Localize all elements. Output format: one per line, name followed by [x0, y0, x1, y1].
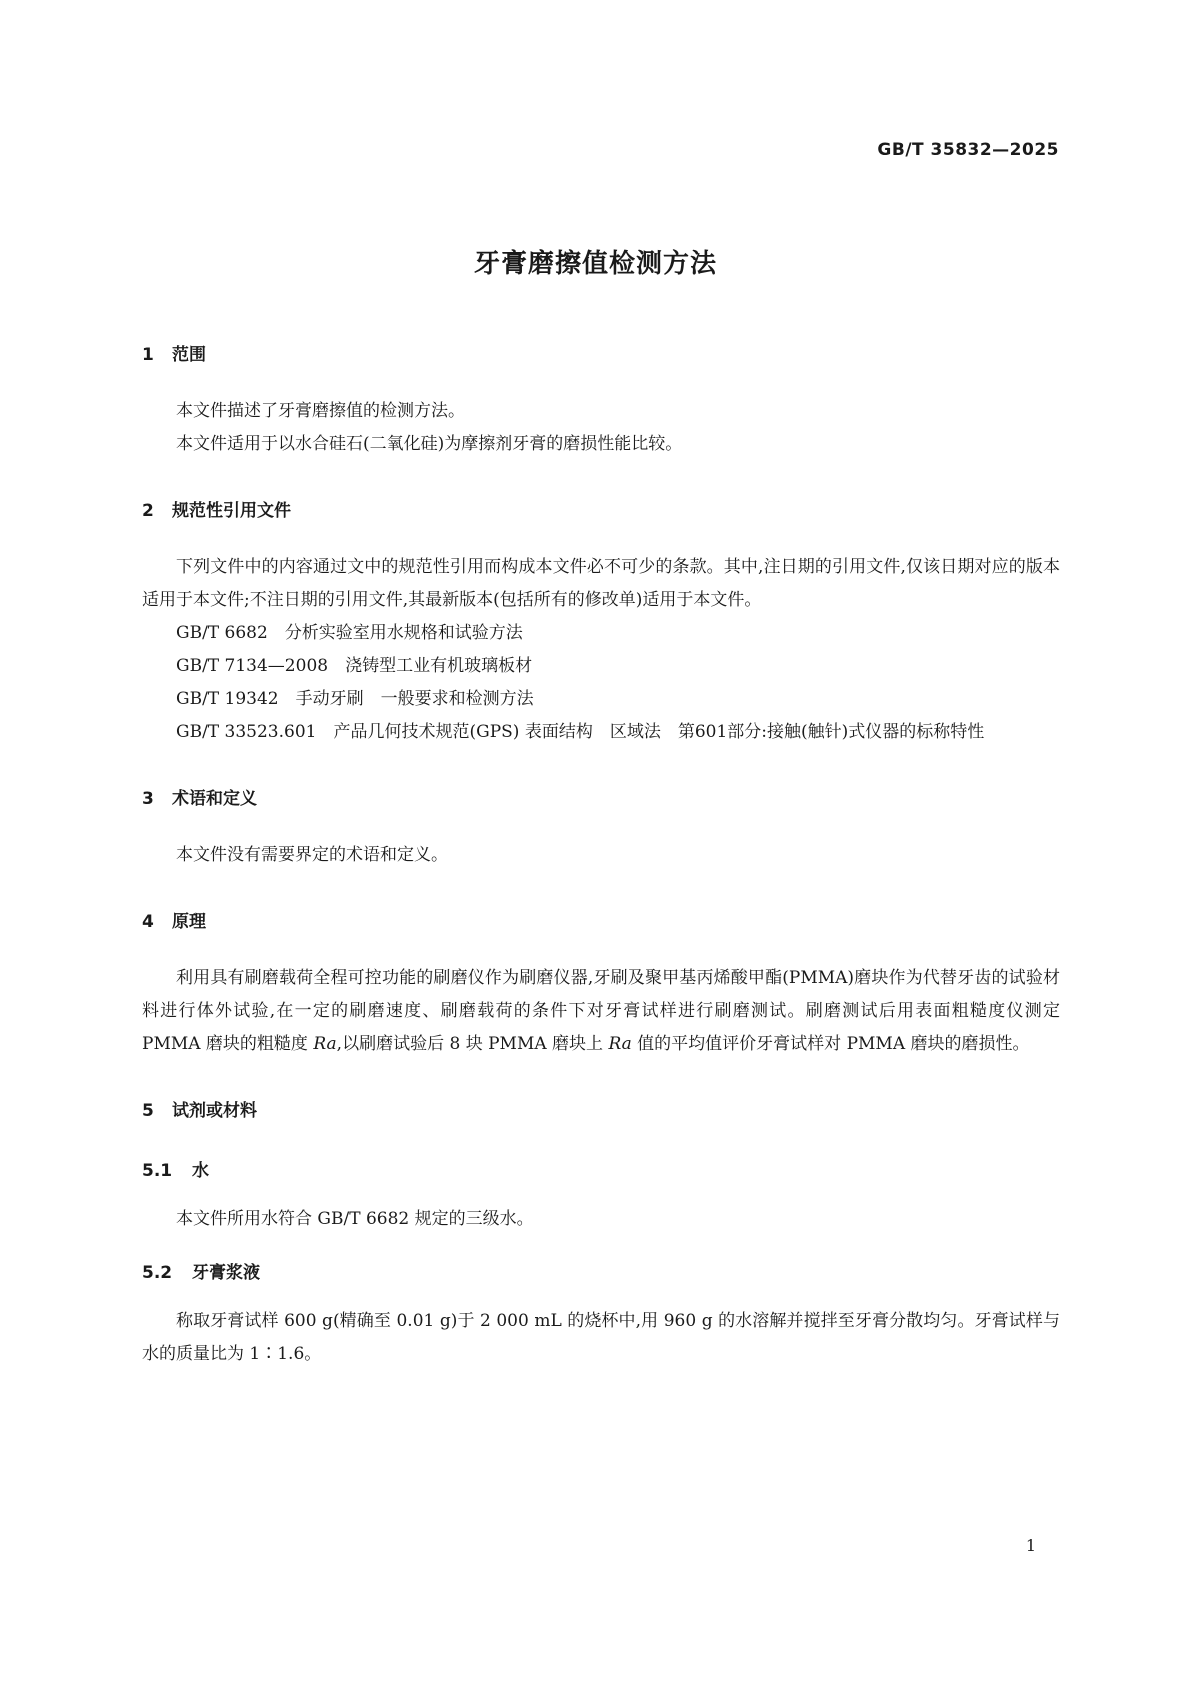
reference-item	[142, 617, 1060, 650]
section-4-heading	[142, 907, 1060, 932]
section-number: 2	[142, 501, 154, 521]
section-title: 范围	[172, 345, 206, 365]
reference-item	[142, 716, 1060, 749]
reference-code: GB/T 6682	[176, 623, 268, 643]
paragraph: 称取牙膏试样 600 g(精确至 0.01 g)于 2 000 mL 的烧杯中,用 960 g 的水溶解并搅拌至牙膏分散均匀。牙膏试样与水的质量比为 1∶1.6。	[142, 1311, 1060, 1364]
section-number: 4	[142, 912, 154, 932]
text-run: 值的平均值评价牙膏试样对 PMMA 磨块的磨损性。	[631, 1034, 1030, 1054]
reference-code: GB/T 33523.601	[176, 722, 317, 742]
subsection-number: 5.1	[142, 1161, 173, 1181]
reference-code: GB/T 7134—2008	[176, 656, 329, 676]
reference-title: 手动牙刷 一般要求和检测方法	[295, 689, 534, 709]
subsection-title: 牙膏浆液	[192, 1263, 260, 1283]
reference-title: 浇铸型工业有机玻璃板材	[345, 656, 533, 676]
subsection-number: 5.2	[142, 1263, 173, 1283]
section-title: 试剂或材料	[172, 1101, 257, 1121]
paragraph: 本文件没有需要界定的术语和定义。	[176, 845, 448, 865]
page-number: 1	[1025, 1536, 1036, 1555]
paragraph: 本文件描述了牙膏磨擦值的检测方法。	[176, 401, 465, 421]
standard-code: GB/T 35832—2025	[877, 140, 1059, 160]
subsection-title: 水	[192, 1161, 209, 1181]
section-2-heading	[142, 496, 1060, 521]
reference-item	[142, 650, 1060, 683]
reference-title: 分析实验室用水规格和试验方法	[284, 623, 523, 643]
reference-code: GB/T 19342	[176, 689, 279, 709]
reference-item	[142, 683, 1060, 716]
paragraph: 本文件适用于以水合硅石(二氧化硅)为摩擦剂牙膏的磨损性能比较。	[176, 434, 683, 454]
section-number: 5	[142, 1101, 154, 1121]
section-title: 原理	[172, 912, 206, 932]
paragraph: 下列文件中的内容通过文中的规范性引用而构成本文件必不可少的条款。其中,注日期的引用文件,仅该日期对应的版本适用于本文件;不注日期的引用文件,其最新版本(包括所有的修改单)适用于本文件。	[142, 557, 1060, 610]
section-number: 1	[142, 345, 154, 365]
subsection-5-2-heading	[142, 1258, 1060, 1283]
text-run: 利用具有刷磨载荷全程可控功能的刷磨仪作为刷磨仪器,牙刷及聚甲基丙烯酸甲酯(PMMA)磨块作为代替牙齿的试验材料进行体外试验,在一定的刷磨速度、刷磨载荷的条件下对牙膏试样进行刷磨测试。刷磨测试后用表面粗糙度仪测定 PMMA 磨块的粗糙度	[142, 968, 1060, 1054]
paragraph: 本文件所用水符合 GB/T 6682 规定的三级水。	[176, 1209, 534, 1229]
paragraph	[142, 962, 1060, 1061]
subsection-5-1-heading	[142, 1156, 1060, 1181]
reference-title: 产品几何技术规范(GPS) 表面结构 区域法 第601部分:接触(触针)式仪器的标称特性	[333, 722, 985, 742]
section-title: 规范性引用文件	[172, 501, 291, 521]
document-body	[142, 340, 1060, 1371]
document-title: 牙膏磨擦值检测方法	[473, 249, 717, 279]
section-5-heading	[142, 1096, 1060, 1121]
section-title: 术语和定义	[172, 789, 257, 809]
ra-symbol: Ra	[608, 1034, 632, 1054]
section-1-heading	[142, 340, 1060, 365]
section-3-heading	[142, 784, 1060, 809]
text-run: ,以刷磨试验后 8 块 PMMA 磨块上	[336, 1034, 609, 1054]
ra-symbol: Ra	[313, 1034, 337, 1054]
section-number: 3	[142, 789, 154, 809]
